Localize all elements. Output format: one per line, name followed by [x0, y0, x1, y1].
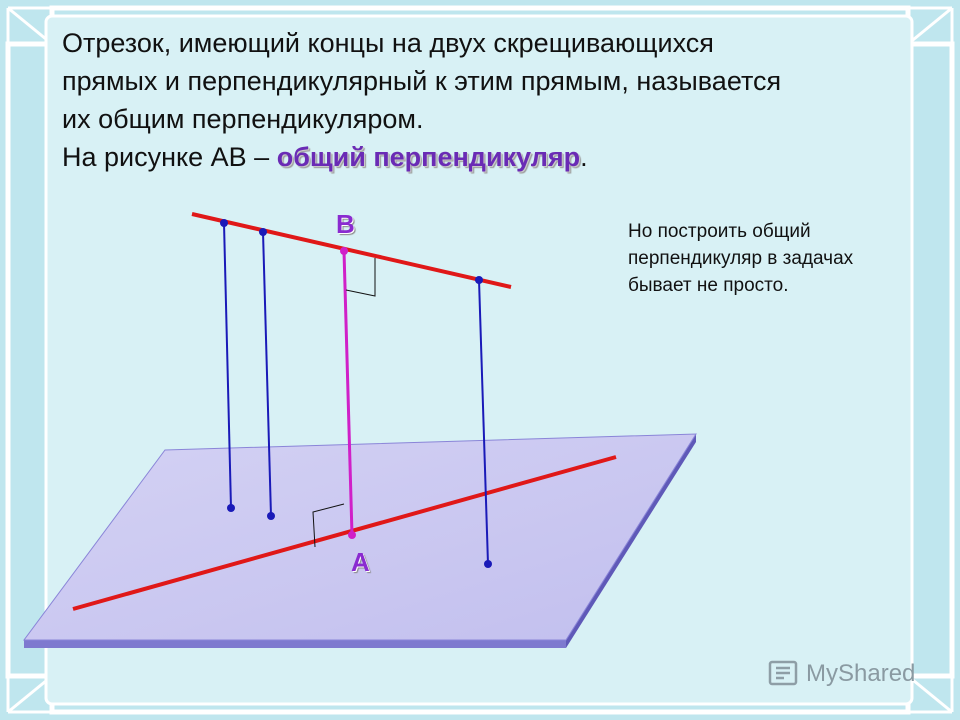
highlighted-term: общий перпендикуляр [276, 142, 581, 172]
caption-prefix: На рисунке АВ – [62, 142, 277, 172]
plane-side-bottom [24, 640, 566, 648]
definition-line-1: Отрезок, имеющий концы на двух скрещивающихся [62, 28, 714, 58]
point-a [348, 531, 356, 539]
point-upper-2 [259, 228, 267, 236]
point-upper-1 [220, 219, 228, 227]
label-point-a: А [351, 547, 370, 577]
definition-line-2: прямых и перпендикулярный к этим прямым, называется [62, 66, 782, 96]
label-point-b: В [336, 209, 355, 239]
watermark-text: MyShared [806, 660, 916, 687]
definition-text [62, 24, 932, 176]
point-lower-3 [484, 560, 492, 568]
figure-caption [62, 138, 932, 176]
side-note-line-3: бывает не просто. [628, 275, 789, 296]
point-b [340, 247, 348, 255]
point-lower-1 [227, 504, 235, 512]
side-note [628, 218, 928, 299]
point-upper-3 [475, 276, 483, 284]
side-note-line-1: Но построить общий [628, 221, 811, 242]
definition-line-3: их общим перпендикуляром. [62, 104, 424, 134]
caption-suffix: . [580, 142, 588, 172]
side-note-line-2: перпендикуляр в задачах [628, 248, 854, 269]
point-lower-2 [267, 512, 275, 520]
